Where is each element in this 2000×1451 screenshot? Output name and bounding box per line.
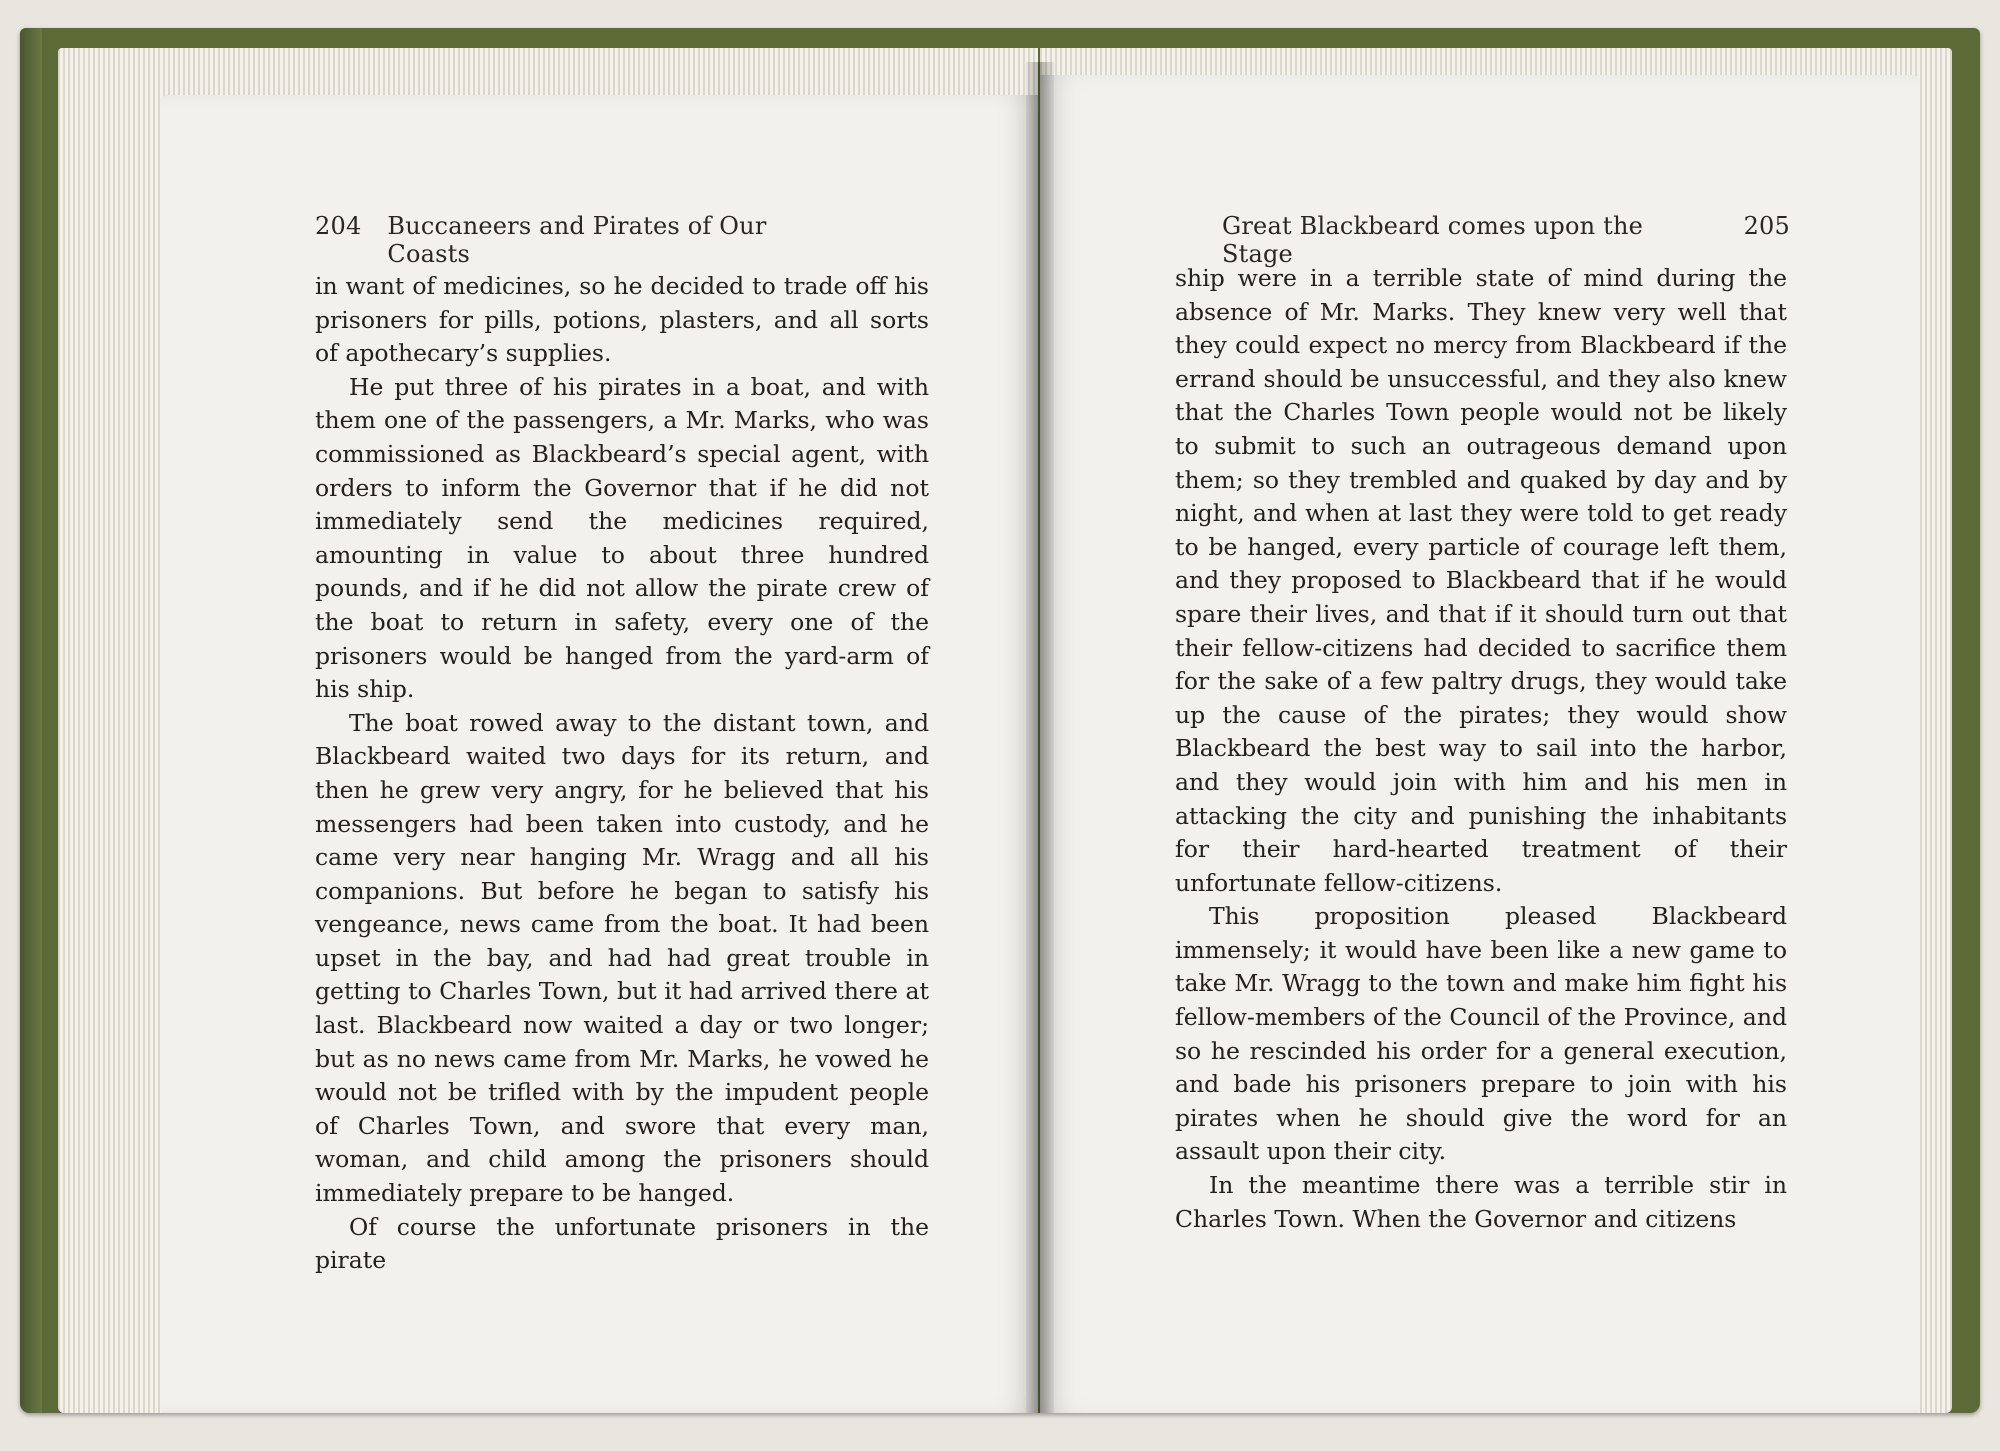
right-paragraph-2: This proposition pleased Blackbeard immensely; it would have been like a new game to take Mr. Wragg to the town and make him fight his fellow-members of the Council of the Province, and so he rescinded his order for a general execution, and bade his prisoners prepare to join with his pirates when he should give the word for an assault upon their city. [1175,902,1787,1166]
right-running-title: Great Blackbeard comes upon the Stage [1222,212,1644,268]
left-paragraph-1: in want of medicines, so he decided to trade off his prisoners for pills, potions, plasters, and all sorts of apothecary’s supplies. [315,272,929,368]
left-running-title: Buccaneers and Pirates of Our Coasts [387,212,767,268]
right-page-body [1175,262,1787,1236]
left-running-head [315,212,855,268]
right-page-number: 205 [1743,212,1790,240]
left-paragraph-3: The boat rowed away to the distant town, and Blackbeard waited two days for its return, and then he grew very angry, for he believed that his messengers had been taken into custody, and he came very near hanging Mr. Wragg and all his companions. But before he began to satisfy his vengeance, news came from the boat. It had been upset in the bay, and had had great trouble in getting to Charles Town, but it had arrived there at last. Blackbeard now waited a day or two longer; but as no news came from Mr. Marks, he vowed he would not be trifled with by the impudent people of Charles Town, and swore that every man, woman, and child among the prisoners should immediately prepare to be hanged. [315,708,929,1208]
left-page-number: 204 [315,212,362,240]
right-paragraph-1: ship were in a terrible state of mind during the absence of Mr. Marks. They knew very well that they could expect no mercy from Blackbeard if the errand should be unsuccessful, and they also knew that the Charles Town people would not be likely to submit to such an outrageous demand upon them; so they trembled and quaked by day and by night, and when at last they were told to get ready to be hanged, every particle of courage left them, and they proposed to Blackbeard that if he would spare their lives, and that if it should turn out that their fellow-citizens had decided to sacrifice them for the sake of a few paltry drugs, they would take up the cause of the pirates; they would show Blackbeard the best way to sail into the harbor, and they would join with him and his men in attacking the city and punishing the inhabitants for their hard-hearted treatment of their unfortunate fellow-citizens. [1175,264,1787,897]
book-spine-edge [20,28,42,1413]
book-gutter [1026,62,1054,1413]
right-running-head [1222,212,1790,268]
right-paragraph-3: In the meantime there was a terrible stir in Charles Town. When the Governor and citizens [1175,1171,1787,1233]
left-paragraph-2: He put three of his pirates in a boat, and with them one of the passengers, a Mr. Marks, who was commissioned as Blackbeard’s special agent, with orders to inform the Governor that if he did not immediately send the medicines required, amounting in value to about three hundred pounds, and if he did not allow the pirate crew of the boat to return in safety, every one of the prisoners would be hanged from the yard-arm of his ship. [315,372,929,704]
left-page-body [315,270,929,1278]
left-paragraph-4: Of course the unfortunate prisoners in the pirate [315,1212,929,1275]
